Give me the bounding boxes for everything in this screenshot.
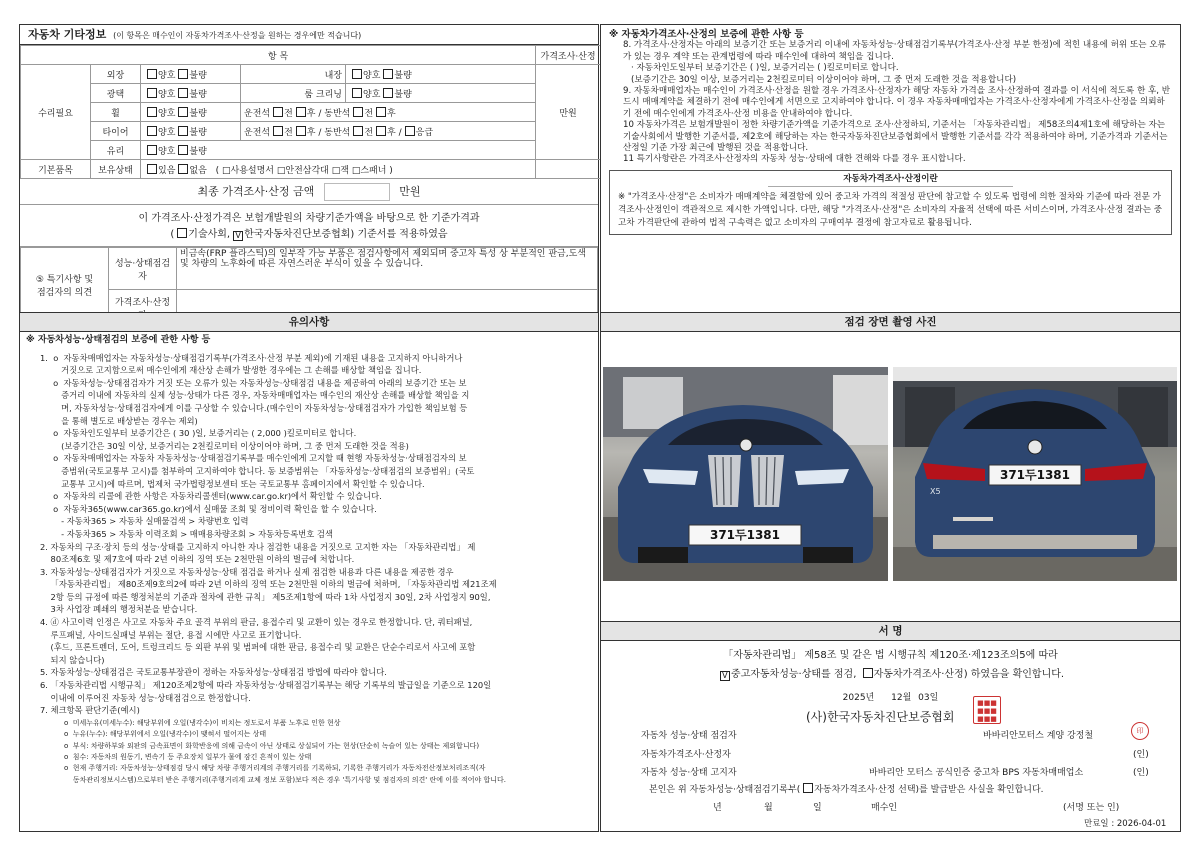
wheel-prear-checkbox[interactable] bbox=[376, 107, 386, 117]
bad-label: 불량 bbox=[394, 89, 412, 100]
good-label: 양호 bbox=[363, 89, 381, 100]
manual-label: ( □사용설명서 bbox=[215, 165, 275, 176]
row2-value: (인) bbox=[1133, 750, 1149, 760]
notice-item: 1. o 자동차매매업자는 자동차성능·상태점검기록부(가격조사·산정 부분 제외)에 기재된 내용을 고지하지 아니하거나 bbox=[40, 352, 463, 363]
special-label: ⑤ 특기사항 및 점검자의 의견 bbox=[21, 248, 109, 326]
good-label: 양호 bbox=[158, 127, 176, 138]
interior-bad-checkbox[interactable] bbox=[383, 69, 393, 79]
buyer-day: 일 bbox=[813, 803, 822, 813]
notice-item: 증거리 이내에 자동차의 실제 성능·상태가 다른 경우, 자동차매매업자는 매수인의 재산상 손해를 배상할 책임을 지 bbox=[40, 390, 470, 401]
receipt-price-checkbox[interactable] bbox=[803, 783, 813, 793]
jack-label: □잭 bbox=[331, 165, 349, 176]
wheel-good-checkbox[interactable] bbox=[147, 107, 157, 117]
rear-passenger-label: 후 / 동반석 bbox=[306, 108, 351, 119]
notice-item: 거짓으로 고지함으로써 매수인에게 재산상 손해가 발생한 경우에는 그 손해를 배상할 책임을 집니다. bbox=[40, 365, 422, 376]
notice-item: 교통부 고시)에 따르며, 법제처 국가법령정보센터 또는 국토교통부 홈페이지에서 확인할 수 있습니다. bbox=[40, 478, 425, 489]
wheel-bad-checkbox[interactable] bbox=[178, 107, 188, 117]
kadia-checkbox[interactable]: V bbox=[233, 231, 243, 241]
exterior-good-checkbox[interactable] bbox=[147, 69, 157, 79]
wheel-rear-checkbox[interactable] bbox=[296, 107, 306, 117]
notice-item: 증범위(국토교통부 고시)를 첨부하여 고지하여야 합니다. 동 보증범위는 「자동차성능·상태점검의 보증범위」(국토 bbox=[40, 465, 475, 476]
interior-label: 내장 bbox=[241, 65, 346, 84]
inspector-note: 비금속(FRP 플라스틱)의 일부작 가능 부품은 점검사항에서 제외되며 중고차 특성 상 부분적인 판금,도색 및 차량의 노후화에 따른 자연스러운 부식이 있을 수 있습니다. bbox=[177, 248, 598, 290]
driver-label: 운전석 bbox=[244, 108, 271, 119]
front-car-photo bbox=[603, 367, 888, 581]
receipt-text-b: 자동차가격조사·산정 선택)를 발급받은 사실을 확인합니다. bbox=[814, 785, 1044, 795]
guarantee-panel bbox=[600, 24, 1181, 313]
tire-prear-checkbox[interactable] bbox=[376, 126, 386, 136]
notice-item: (보증기간은 30일 이상, 보증거리는 2천킬로미터 이상이어야 하며, 그 중 먼저 도래한 것을 적용) bbox=[40, 440, 409, 451]
triangle-label: □안전삼각대 bbox=[276, 165, 329, 176]
front-plate: 371두1381 bbox=[709, 528, 781, 542]
criteria-item: o 누유(누수): 해당부위에서 오일(냉각수)이 맺혀서 떨어지는 상태 bbox=[64, 730, 267, 739]
basis-block bbox=[20, 205, 598, 247]
row3-value: 바바리안 모터스 공식인증 중고차 BPS 자동차매매업소 bbox=[869, 768, 1084, 778]
sign-law: 「자동차관리법」 제58조 및 같은 법 시행규칙 제120조·제123조의5에 따라 bbox=[723, 650, 1058, 661]
price-unit: 만원 bbox=[536, 65, 601, 160]
glass-bad-checkbox[interactable] bbox=[178, 145, 188, 155]
bad-label: 불량 bbox=[394, 70, 412, 81]
criteria-item: 동차관리정보시스템)으로부터 받은 주행거리(주행거리계 교체 정보 포함)보다 적은 경우 '특기사항 및 점검자의 의견' 란에 이를 적어야 합니다. bbox=[64, 775, 506, 784]
good-label: 양호 bbox=[158, 70, 176, 81]
sign-panel bbox=[600, 621, 1181, 832]
holding-label: 보유상태 bbox=[91, 160, 141, 179]
notice-item: 이내에 이루어진 자동차 성능·상태점검으로 한정합니다. bbox=[40, 692, 251, 703]
etc-title-note: (이 항목은 매수인이 자동차가격조사·산정을 원하는 경우에만 적습니다) bbox=[113, 31, 362, 40]
etc-table bbox=[20, 45, 601, 179]
rear-passenger-label: 후 / 동반석 bbox=[306, 127, 351, 138]
room-label: 룸 크리닝 bbox=[241, 84, 346, 103]
definition-title: 자동차가격조사·산정이란 bbox=[768, 171, 1013, 187]
inspector-label: 성능·상태점검자 bbox=[109, 248, 177, 290]
price-inspector-label: 가격조사·산정 bbox=[109, 290, 177, 326]
photos-panel bbox=[600, 312, 1181, 622]
row2-label: 자동차가격조사·산정자 bbox=[641, 750, 731, 760]
buyer-sign: (서명 또는 인) bbox=[1063, 803, 1120, 813]
guarantee-p8c: (보증기간은 30일 이상, 보증거리는 2천킬로미터 이상이어야 하며, 그 중 먼저 도래한 것을 적용합니다) bbox=[631, 74, 1017, 85]
bad-label: 불량 bbox=[189, 127, 207, 138]
notice-item: - 자동차365 > 자동차 이력조회 > 매매용차량조회 > 자동차등록번호 검색 bbox=[40, 528, 333, 539]
emergency-label: 응급 bbox=[415, 127, 434, 138]
row1-label: 자동차 성능·상태 점검자 bbox=[641, 731, 737, 741]
bad-label: 불량 bbox=[189, 89, 207, 100]
notice-item: 2. 자동차의 구조·장치 등의 성능·상태를 고지하지 아니한 자나 점검한 내용을 거짓으로 고지한 자는 「자동차관리법」 제 bbox=[40, 541, 476, 552]
rear-label: 후 bbox=[387, 108, 396, 119]
price-check-checkbox[interactable] bbox=[863, 668, 873, 678]
tire-good-checkbox[interactable] bbox=[147, 126, 157, 136]
glass-good-checkbox[interactable] bbox=[147, 145, 157, 155]
final-price-input[interactable] bbox=[324, 183, 390, 201]
receipt-line bbox=[649, 782, 1044, 795]
driver-label: 운전석 bbox=[244, 127, 271, 138]
inspector-seal: 印 bbox=[1131, 722, 1149, 740]
buyer-year: 년 bbox=[713, 803, 722, 813]
wheel-pfront-checkbox[interactable] bbox=[353, 107, 363, 117]
front-label: 전 bbox=[364, 108, 374, 119]
tech-society-label: 기술사회, bbox=[188, 229, 231, 240]
notice-items bbox=[26, 353, 592, 717]
notice-item: 3차 사업장 폐쇄의 행정처분을 받습니다. bbox=[40, 604, 198, 615]
glass-label: 유리 bbox=[91, 141, 141, 160]
exterior-label: 외장 bbox=[91, 65, 141, 84]
notice-item: (후드, 프론트펜더, 도어, 트렁크리드 등 외판 부위 및 범퍼에 대한 판금, 용접수리 및 교환은 단순수리로서 사고에 포함 bbox=[40, 642, 476, 653]
guarantee-p8b: · 자동차인도일부터 보증기간은 ( )일, 보증거리는 ( )킬로미터로 합니다. bbox=[631, 63, 899, 74]
tire-bad-checkbox[interactable] bbox=[178, 126, 188, 136]
notice-item: 되지 않습니다) bbox=[40, 654, 105, 665]
repair-label: 수리필요 bbox=[21, 65, 91, 160]
gloss-label: 광택 bbox=[91, 84, 141, 103]
good-label: 양호 bbox=[158, 89, 176, 100]
tire-emergency-checkbox[interactable] bbox=[405, 126, 415, 136]
final-price-label: 최종 가격조사·산정 금액 bbox=[197, 185, 315, 198]
rear-car-photo bbox=[893, 367, 1177, 581]
col-price: 가격조사·산정 bbox=[536, 46, 601, 65]
org-seal: ■■■ ■■■ ■■■ bbox=[973, 696, 1001, 724]
tire-rear-checkbox[interactable] bbox=[296, 126, 306, 136]
holding-yes-checkbox[interactable] bbox=[147, 164, 157, 174]
front-label: 전 bbox=[284, 108, 293, 119]
bad-label: 불량 bbox=[189, 146, 207, 157]
guarantee-p11: 11 특기사항란은 가격조사·산정자의 자동차 성능·상태에 대한 견해와 다를 경우 표시합니다. bbox=[623, 154, 966, 165]
sign-confirm bbox=[601, 665, 1180, 681]
rear-label: 후 / bbox=[387, 127, 402, 138]
exterior-bad-checkbox[interactable] bbox=[178, 69, 188, 79]
notice-item: 며, 자동차성능·상태점검자에게 이를 구상할 수 있습니다.(매수인이 자동차성능·상태점검자가 가입한 책임보험 등 bbox=[40, 402, 468, 413]
sign-org: (사)한국자동차진단보증협회 bbox=[806, 710, 955, 724]
wheel-label: 휠 bbox=[91, 103, 141, 122]
buyer-label: 매수인 bbox=[871, 803, 898, 813]
criteria-item: o 미세누유(미세누수): 해당부위에 오일(냉각수)이 비치는 정도로서 부품 노후로 인한 현상 bbox=[64, 718, 341, 727]
etc-panel bbox=[19, 24, 599, 313]
room-good-checkbox[interactable] bbox=[352, 88, 362, 98]
notice-item: o 자동차인도일부터 보증기간은 ( 30 )일, 보증거리는 ( 2,000 )킬로미터로 합니다. bbox=[40, 428, 357, 439]
row1-value: 바바리안모터스 계양 강정철 bbox=[983, 731, 1094, 741]
criteria-item: o 현재 주행거리: 자동차성능·상태점검 당시 해당 차량 주행거리계의 주행거리를 기록하되, 기록한 주행거리가 자동차전산정보처리조직(자 bbox=[64, 764, 486, 773]
good-label: 양호 bbox=[158, 146, 176, 157]
tire-pfront-checkbox[interactable] bbox=[353, 126, 363, 136]
front-label: 전 bbox=[284, 127, 293, 138]
notice-item: 을 통해 별도로 배상받는 경우는 제외) bbox=[40, 415, 198, 426]
final-price-row bbox=[20, 179, 598, 205]
notice-item: - 자동차365 > 자동차 실매물검색 > 차량번호 입력 bbox=[40, 516, 249, 527]
notice-item: 3. 자동차성능·상태점검자가 거짓으로 자동차성능·상태 점검을 하거나 실제 점검한 내용과 다른 내용을 제공한 경우 bbox=[40, 566, 454, 577]
basis-paren: ( bbox=[170, 229, 175, 240]
guarantee-p8: 8. 가격조사·산정자는 아래의 보증기간 또는 보증거리 이내에 자동차성능·상태점검기록부(가격조사·산정 부분 한정)에 적힌 내용에 허위 또는 오류가 있는 경우 계약 또는 관계법령에 따라 매수인에 대하여 책임을 집니다. bbox=[623, 40, 1166, 62]
guarantee-title: ※ 자동차가격조사·산정의 보증에 관한 사항 등 bbox=[609, 29, 804, 40]
notice-sub: ※ 자동차성능·상태점검의 보증에 관한 사항 등 bbox=[26, 335, 211, 345]
no-label: 없음 bbox=[189, 165, 207, 176]
notice-panel bbox=[19, 312, 599, 832]
notice-item: o 자동차365(www.car365.go.kr)에서 실매물 조회 및 정비이력 확인을 할 수 있습니다. bbox=[40, 503, 377, 514]
sign-day: 03일 bbox=[918, 693, 939, 703]
notice-item: 「자동차관리법」 제80조제9호의2에 따라 2년 이하의 징역 또는 2천만원 이하의 벌금에 처하며, 「자동차관리법 제21조제 bbox=[40, 579, 497, 590]
rear-plate: 371두1381 bbox=[999, 468, 1071, 482]
sign-year: 2025년 bbox=[842, 693, 875, 703]
criteria-item: o 침수: 자동차의 원동기, 변속기 등 주요장치 일부가 물에 잠긴 흔적이 있는 상태 bbox=[64, 753, 312, 762]
sign-month: 12월 bbox=[891, 693, 912, 703]
good-label: 양호 bbox=[363, 70, 381, 81]
definition-box bbox=[609, 170, 1172, 235]
bad-label: 불량 bbox=[189, 70, 207, 81]
notice-item: 2항 등의 규정에 따른 행정처분의 기준과 절차에 관한 규칙」 제5조제1항에 따라 1차 사업정지 30일, 2차 사업정지 90일, bbox=[40, 591, 491, 602]
holding-no-checkbox[interactable] bbox=[178, 164, 188, 174]
guarantee-p9: 9. 자동차매매업자는 매수인이 가격조사·산정을 원할 경우 가격조사·산정자가 해당 자동차 가격을 조사·산정하여 결과를 이 서식에 적도록 한 후, 반드시 매매계약을 체결하기 전에 매수인에게 서면으로 고지하여야 합니다. 이 경우 자동차매매업자는 가격조사·산정자에게 가격조사·산정을 의뢰하기 전에 매수인에게 가격조사·산정 비용을 안내하여야 합니다. bbox=[623, 86, 1171, 119]
notice-item: 5. 자동차성능·상태점검은 국토교통부장관이 정하는 자동차성능·상태점검 방법에 따라야 합니다. bbox=[40, 667, 387, 678]
inspection-label: 중고자동차성능·상태를 점검, bbox=[730, 669, 857, 680]
notice-item: o 자동차성능·상태점검자가 거짓 또는 오류가 있는 자동차성능·상태점검 내용을 제공하여 아래의 보증기간 또는 보 bbox=[40, 377, 467, 388]
sign-title: 서 명 bbox=[601, 622, 1180, 641]
spanner-label: □스패너 ) bbox=[351, 165, 393, 176]
yes-label: 있음 bbox=[158, 165, 176, 176]
interior-good-checkbox[interactable] bbox=[352, 69, 362, 79]
notice-item: 루프패널, 사이드실패널 부위는 절단, 용접 시에만 사고로 표기합니다. bbox=[40, 629, 302, 640]
criteria-item: o 부식: 차량하부와 외판의 금속표면이 화학반응에 의해 금속이 아닌 상태로 상실되어 가는 현상(단순히 녹슬어 있는 상태는 제외합니다) bbox=[64, 741, 480, 750]
notice-body bbox=[20, 332, 598, 789]
wheel-front-checkbox[interactable] bbox=[273, 107, 283, 117]
front-car-illustration bbox=[603, 367, 888, 581]
tire-label: 타이어 bbox=[91, 122, 141, 141]
tech-society-checkbox[interactable] bbox=[177, 228, 187, 238]
notice-item: 80조제6호 및 제7호에 따라 2년 이하의 징역 또는 2천만원 이하의 벌금에 처합니다. bbox=[40, 554, 355, 565]
photos-title: 점검 장면 촬영 사진 bbox=[601, 313, 1180, 332]
price-check-label: 자동차가격조사·산정) 하였음을 확인합니다. bbox=[873, 669, 1065, 680]
gloss-good-checkbox[interactable] bbox=[147, 88, 157, 98]
row3-seal: (인) bbox=[1133, 768, 1149, 778]
etc-title: 자동차 기타정보 bbox=[28, 28, 107, 41]
final-price-unit: 만원 bbox=[399, 185, 421, 198]
col-item: 항 목 bbox=[21, 46, 536, 65]
row3-label: 자동차 성능·상태 고지자 bbox=[641, 768, 737, 778]
sign-date bbox=[601, 690, 1180, 703]
bad-label: 불량 bbox=[189, 108, 207, 119]
good-label: 양호 bbox=[158, 108, 176, 119]
receipt-text: 본인은 위 자동차성능·상태점검기록부( bbox=[649, 785, 801, 795]
tire-front-checkbox[interactable] bbox=[273, 126, 283, 136]
notice-criteria bbox=[26, 718, 592, 785]
gloss-bad-checkbox[interactable] bbox=[178, 88, 188, 98]
notice-item: o 자동차의 리콜에 관한 사항은 자동차리콜센터(www.car.go.kr)에서 확인할 수 있습니다. bbox=[40, 491, 382, 502]
basis-line2 bbox=[20, 227, 598, 243]
notice-item: 6. 「자동차관리법 시행규칙」 제120조제2항에 따라 자동차성능·상태점검기록부는 해당 기록부의 발급일을 기준으로 120일 bbox=[40, 680, 492, 691]
notice-title: 유의사항 bbox=[20, 313, 598, 332]
expiry-date: 만료일 : 2026-04-01 bbox=[1084, 819, 1167, 829]
inspection-checkbox[interactable]: V bbox=[720, 671, 730, 681]
front-label: 전 bbox=[364, 127, 374, 138]
guarantee-p10: 10 자동차가격은 보험개발원이 정한 차량기준가액을 기준가격으로 조사·산정하되, 기준서는 「자동차관리법」 제58조의4제1호에 해당하는 자는 기술사회에서 발행한 기준서를, 제2호에 해당하는 자는 한국자동차진단보증협회에서 발행한 기준서를 각각 적용하여야 하며, 기준가격과 기준서는 산정일 기준 가장 최근에 발행된 것을 적용합니다. bbox=[623, 120, 1168, 154]
definition-text: ※ "가격조사·산정"은 소비자가 매매계약을 체결함에 있어 중고차 가격의 적절성 판단에 참고할 수 있도록 법령에 의한 절차와 기준에 따라 전문 가격조사·산정인이 객관적으로 제시한 가액입니다. 다만, 해당 "가격조사·산정"은 소비자의 자율적 선택에 따른 서비스이며, 가격조사·산정 결과는 중고차 가격판단에 관하여 법적 구속력은 없고 소비자의 구매여부 결정에 참고자료로 활용됩니다. bbox=[618, 191, 1163, 228]
notice-item: 7. 체크항목 판단기준(예시) bbox=[40, 705, 140, 716]
notice-item: 4. ⓓ 사고이력 인정은 사고로 자동차 주요 골격 부위의 판금, 용접수리 및 교환이 있는 경우로 한정합니다. 단, 쿼터패널, bbox=[40, 617, 473, 628]
basis-line1: 이 가격조사·산정가격은 보험개발원의 차량기준가액을 바탕으로 한 기준가격과 bbox=[138, 213, 480, 224]
room-bad-checkbox[interactable] bbox=[383, 88, 393, 98]
model-badge: X5 bbox=[930, 487, 941, 496]
buyer-month: 월 bbox=[764, 803, 773, 813]
notice-item: o 자동차매매업자는 자동차 자동차성능·상태점검기록부를 매수인에게 고지할 때 현행 자동차성능·상태점검자의 보 bbox=[40, 453, 467, 464]
kadia-label: 한국자동차진단보증협회) 기준서를 적용하였음 bbox=[244, 229, 448, 240]
basic-label: 기본품목 bbox=[21, 160, 91, 179]
etc-title-row bbox=[20, 25, 598, 45]
